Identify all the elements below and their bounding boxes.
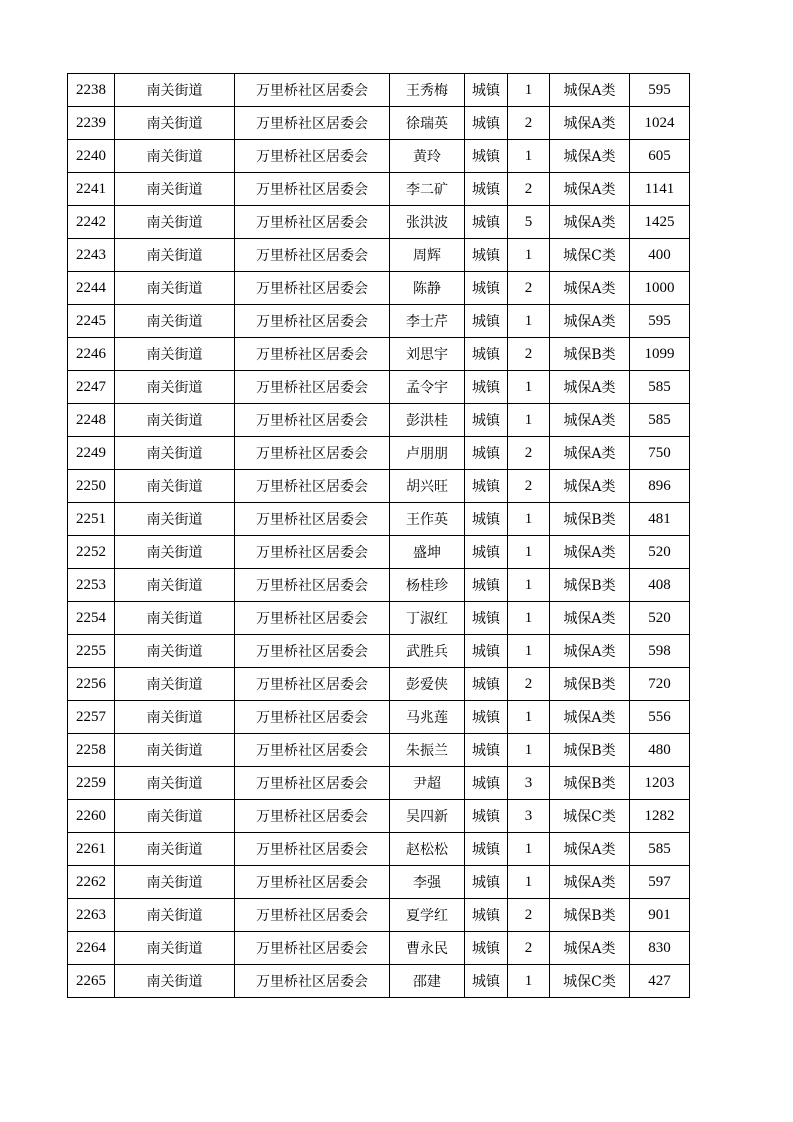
cell-category: 城保A类 [550,602,630,635]
cell-count: 1 [508,569,550,602]
cell-street: 南关街道 [115,272,235,305]
cell-committee: 万里桥社区居委会 [235,767,390,800]
cell-committee: 万里桥社区居委会 [235,338,390,371]
cell-count: 5 [508,206,550,239]
cell-committee: 万里桥社区居委会 [235,371,390,404]
cell-amount: 1000 [630,272,690,305]
cell-name: 彭爱侠 [390,668,465,701]
cell-amount: 750 [630,437,690,470]
table-row [68,635,690,668]
cell-name: 李二矿 [390,173,465,206]
cell-category: 城保A类 [550,470,630,503]
cell-area: 城镇 [465,536,508,569]
cell-count: 2 [508,668,550,701]
cell-id: 2239 [68,107,115,140]
cell-name: 朱振兰 [390,734,465,767]
cell-count: 3 [508,767,550,800]
cell-count: 1 [508,965,550,998]
cell-amount: 896 [630,470,690,503]
cell-amount: 598 [630,635,690,668]
cell-committee: 万里桥社区居委会 [235,536,390,569]
table-row [68,371,690,404]
cell-area: 城镇 [465,866,508,899]
table-row [68,965,690,998]
cell-count: 1 [508,404,550,437]
cell-amount: 480 [630,734,690,767]
cell-amount: 605 [630,140,690,173]
cell-id: 2255 [68,635,115,668]
cell-amount: 585 [630,404,690,437]
cell-category: 城保B类 [550,503,630,536]
cell-area: 城镇 [465,272,508,305]
cell-count: 2 [508,437,550,470]
cell-area: 城镇 [465,404,508,437]
cell-street: 南关街道 [115,140,235,173]
cell-committee: 万里桥社区居委会 [235,668,390,701]
table-row [68,899,690,932]
roster-table [67,73,690,998]
cell-area: 城镇 [465,701,508,734]
cell-name: 曹永民 [390,932,465,965]
cell-id: 2252 [68,536,115,569]
cell-count: 1 [508,140,550,173]
cell-committee: 万里桥社区居委会 [235,272,390,305]
cell-area: 城镇 [465,74,508,107]
table-row [68,206,690,239]
cell-count: 2 [508,899,550,932]
cell-id: 2254 [68,602,115,635]
cell-category: 城保A类 [550,701,630,734]
table-row [68,140,690,173]
cell-id: 2265 [68,965,115,998]
cell-id: 2248 [68,404,115,437]
cell-category: 城保A类 [550,833,630,866]
table-row [68,338,690,371]
table-row [68,767,690,800]
cell-category: 城保A类 [550,404,630,437]
cell-category: 城保B类 [550,899,630,932]
cell-id: 2246 [68,338,115,371]
cell-category: 城保A类 [550,74,630,107]
cell-category: 城保A类 [550,635,630,668]
cell-amount: 1425 [630,206,690,239]
cell-name: 胡兴旺 [390,470,465,503]
cell-committee: 万里桥社区居委会 [235,437,390,470]
cell-street: 南关街道 [115,668,235,701]
cell-street: 南关街道 [115,866,235,899]
cell-committee: 万里桥社区居委会 [235,965,390,998]
cell-id: 2241 [68,173,115,206]
table-row [68,503,690,536]
cell-amount: 400 [630,239,690,272]
table-row [68,866,690,899]
cell-count: 3 [508,800,550,833]
cell-id: 2247 [68,371,115,404]
cell-area: 城镇 [465,338,508,371]
cell-id: 2258 [68,734,115,767]
cell-street: 南关街道 [115,767,235,800]
cell-amount: 556 [630,701,690,734]
cell-category: 城保A类 [550,272,630,305]
cell-area: 城镇 [465,899,508,932]
cell-committee: 万里桥社区居委会 [235,602,390,635]
cell-name: 李士芹 [390,305,465,338]
cell-name: 彭洪桂 [390,404,465,437]
cell-area: 城镇 [465,239,508,272]
cell-amount: 720 [630,668,690,701]
cell-name: 赵松松 [390,833,465,866]
cell-count: 1 [508,701,550,734]
cell-count: 1 [508,536,550,569]
cell-street: 南关街道 [115,734,235,767]
cell-count: 1 [508,602,550,635]
cell-committee: 万里桥社区居委会 [235,899,390,932]
cell-street: 南关街道 [115,932,235,965]
table-row [68,107,690,140]
cell-amount: 1141 [630,173,690,206]
cell-category: 城保B类 [550,569,630,602]
cell-category: 城保B类 [550,767,630,800]
cell-amount: 408 [630,569,690,602]
table-row [68,239,690,272]
cell-area: 城镇 [465,833,508,866]
cell-amount: 595 [630,305,690,338]
table-row [68,800,690,833]
cell-street: 南关街道 [115,635,235,668]
cell-count: 2 [508,338,550,371]
table-row [68,74,690,107]
cell-count: 2 [508,932,550,965]
cell-street: 南关街道 [115,833,235,866]
cell-area: 城镇 [465,206,508,239]
cell-id: 2263 [68,899,115,932]
table-row [68,668,690,701]
cell-id: 2251 [68,503,115,536]
cell-street: 南关街道 [115,371,235,404]
cell-name: 杨桂珍 [390,569,465,602]
table-row [68,173,690,206]
cell-street: 南关街道 [115,437,235,470]
cell-amount: 901 [630,899,690,932]
cell-id: 2240 [68,140,115,173]
cell-committee: 万里桥社区居委会 [235,569,390,602]
cell-id: 2238 [68,74,115,107]
cell-street: 南关街道 [115,569,235,602]
cell-category: 城保B类 [550,338,630,371]
cell-count: 2 [508,107,550,140]
cell-category: 城保C类 [550,239,630,272]
cell-id: 2262 [68,866,115,899]
cell-committee: 万里桥社区居委会 [235,635,390,668]
cell-category: 城保A类 [550,206,630,239]
cell-count: 2 [508,470,550,503]
cell-name: 陈静 [390,272,465,305]
cell-street: 南关街道 [115,602,235,635]
cell-category: 城保C类 [550,965,630,998]
cell-name: 吴四新 [390,800,465,833]
cell-amount: 481 [630,503,690,536]
cell-name: 武胜兵 [390,635,465,668]
cell-street: 南关街道 [115,239,235,272]
cell-name: 丁淑红 [390,602,465,635]
cell-id: 2253 [68,569,115,602]
cell-area: 城镇 [465,503,508,536]
cell-count: 1 [508,734,550,767]
cell-area: 城镇 [465,734,508,767]
cell-street: 南关街道 [115,206,235,239]
cell-name: 周辉 [390,239,465,272]
cell-category: 城保B类 [550,668,630,701]
cell-category: 城保B类 [550,734,630,767]
cell-name: 马兆莲 [390,701,465,734]
cell-name: 黄玲 [390,140,465,173]
cell-area: 城镇 [465,437,508,470]
cell-street: 南关街道 [115,74,235,107]
cell-name: 尹超 [390,767,465,800]
cell-id: 2256 [68,668,115,701]
table-row [68,437,690,470]
cell-amount: 1024 [630,107,690,140]
cell-committee: 万里桥社区居委会 [235,470,390,503]
cell-committee: 万里桥社区居委会 [235,701,390,734]
cell-committee: 万里桥社区居委会 [235,239,390,272]
cell-committee: 万里桥社区居委会 [235,833,390,866]
cell-committee: 万里桥社区居委会 [235,74,390,107]
cell-amount: 585 [630,371,690,404]
cell-committee: 万里桥社区居委会 [235,305,390,338]
cell-count: 2 [508,173,550,206]
cell-name: 王秀梅 [390,74,465,107]
table-row [68,536,690,569]
cell-street: 南关街道 [115,470,235,503]
cell-committee: 万里桥社区居委会 [235,173,390,206]
cell-area: 城镇 [465,107,508,140]
cell-name: 李强 [390,866,465,899]
cell-area: 城镇 [465,965,508,998]
cell-amount: 1282 [630,800,690,833]
cell-id: 2259 [68,767,115,800]
cell-name: 张洪波 [390,206,465,239]
cell-id: 2250 [68,470,115,503]
cell-committee: 万里桥社区居委会 [235,107,390,140]
cell-area: 城镇 [465,140,508,173]
cell-amount: 427 [630,965,690,998]
cell-street: 南关街道 [115,536,235,569]
cell-category: 城保A类 [550,866,630,899]
cell-count: 1 [508,635,550,668]
cell-name: 徐瑞英 [390,107,465,140]
cell-area: 城镇 [465,635,508,668]
cell-area: 城镇 [465,569,508,602]
cell-committee: 万里桥社区居委会 [235,404,390,437]
cell-category: 城保A类 [550,536,630,569]
cell-count: 1 [508,833,550,866]
cell-area: 城镇 [465,470,508,503]
cell-street: 南关街道 [115,338,235,371]
cell-amount: 597 [630,866,690,899]
cell-category: 城保A类 [550,305,630,338]
cell-category: 城保C类 [550,800,630,833]
table-row [68,701,690,734]
cell-amount: 595 [630,74,690,107]
cell-count: 1 [508,305,550,338]
cell-amount: 520 [630,536,690,569]
cell-committee: 万里桥社区居委会 [235,206,390,239]
table-row [68,470,690,503]
cell-name: 邵建 [390,965,465,998]
table-row [68,272,690,305]
cell-area: 城镇 [465,173,508,206]
cell-street: 南关街道 [115,800,235,833]
cell-id: 2243 [68,239,115,272]
cell-street: 南关街道 [115,305,235,338]
cell-category: 城保A类 [550,932,630,965]
cell-street: 南关街道 [115,404,235,437]
cell-category: 城保A类 [550,140,630,173]
cell-name: 孟令宇 [390,371,465,404]
table-row [68,602,690,635]
cell-area: 城镇 [465,305,508,338]
cell-id: 2261 [68,833,115,866]
table-row [68,404,690,437]
cell-name: 刘思宇 [390,338,465,371]
cell-id: 2249 [68,437,115,470]
cell-street: 南关街道 [115,701,235,734]
cell-area: 城镇 [465,800,508,833]
cell-committee: 万里桥社区居委会 [235,734,390,767]
cell-category: 城保A类 [550,173,630,206]
cell-area: 城镇 [465,602,508,635]
cell-id: 2242 [68,206,115,239]
roster-body [68,74,690,998]
cell-category: 城保A类 [550,371,630,404]
cell-count: 1 [508,866,550,899]
cell-name: 夏学红 [390,899,465,932]
table-row [68,833,690,866]
cell-amount: 1203 [630,767,690,800]
cell-count: 1 [508,371,550,404]
table-row [68,305,690,338]
cell-area: 城镇 [465,767,508,800]
cell-amount: 520 [630,602,690,635]
cell-id: 2244 [68,272,115,305]
cell-street: 南关街道 [115,503,235,536]
cell-id: 2264 [68,932,115,965]
cell-name: 盛坤 [390,536,465,569]
cell-count: 1 [508,74,550,107]
cell-committee: 万里桥社区居委会 [235,503,390,536]
cell-street: 南关街道 [115,899,235,932]
cell-area: 城镇 [465,668,508,701]
cell-id: 2245 [68,305,115,338]
cell-street: 南关街道 [115,173,235,206]
cell-amount: 830 [630,932,690,965]
cell-category: 城保A类 [550,107,630,140]
cell-category: 城保A类 [550,437,630,470]
cell-name: 卢朋朋 [390,437,465,470]
cell-amount: 585 [630,833,690,866]
cell-street: 南关街道 [115,965,235,998]
cell-id: 2257 [68,701,115,734]
cell-street: 南关街道 [115,107,235,140]
cell-committee: 万里桥社区居委会 [235,800,390,833]
table-row [68,569,690,602]
cell-id: 2260 [68,800,115,833]
table-row [68,734,690,767]
cell-area: 城镇 [465,932,508,965]
cell-amount: 1099 [630,338,690,371]
cell-committee: 万里桥社区居委会 [235,140,390,173]
cell-count: 1 [508,503,550,536]
cell-committee: 万里桥社区居委会 [235,932,390,965]
cell-area: 城镇 [465,371,508,404]
cell-count: 1 [508,239,550,272]
cell-name: 王作英 [390,503,465,536]
cell-committee: 万里桥社区居委会 [235,866,390,899]
cell-count: 2 [508,272,550,305]
table-row [68,932,690,965]
